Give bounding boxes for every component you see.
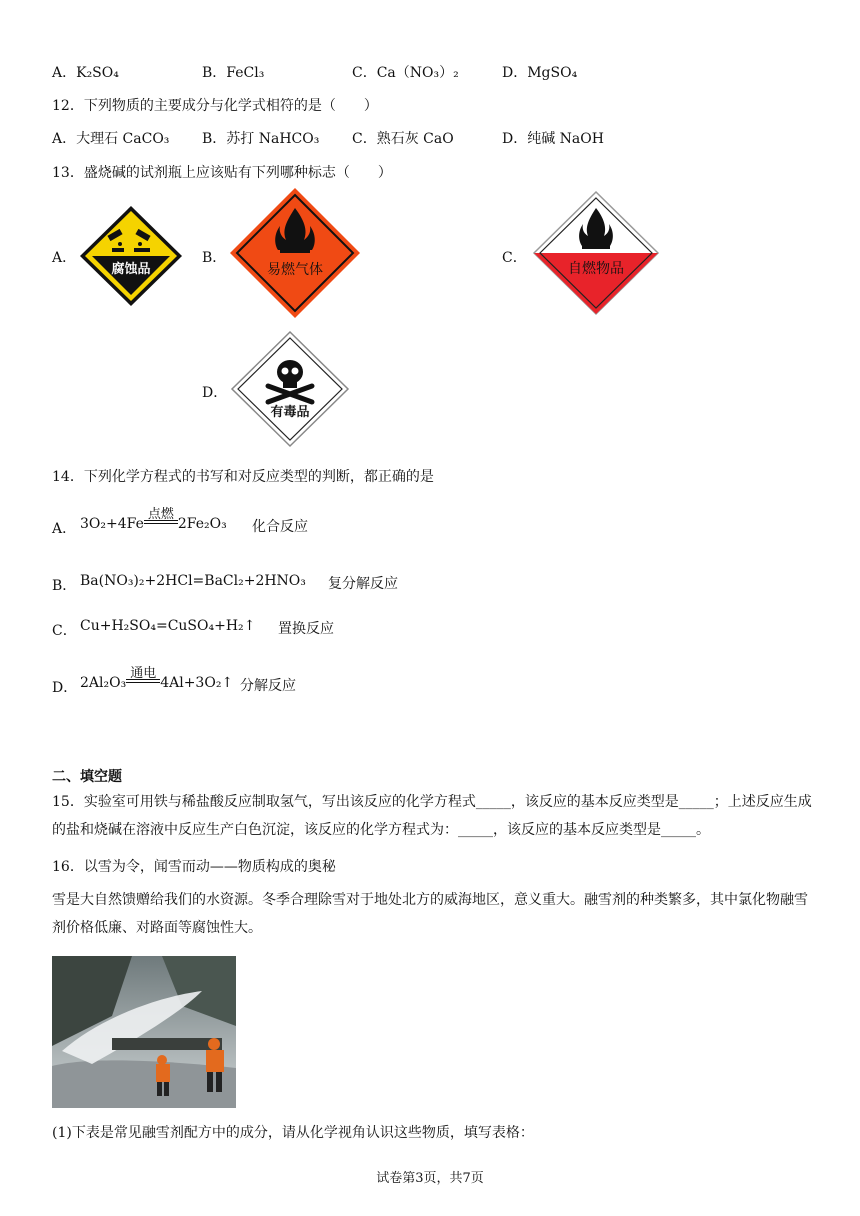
q12-stem: 12．下列物质的主要成分与化学式相符的是（ ） [52, 98, 378, 114]
q14-d-condition: 通电 [130, 666, 157, 681]
snow-clearing-photo [52, 956, 236, 1108]
q14-option-a-equation [80, 507, 227, 532]
q14-c-type: 置换反应 [278, 621, 334, 637]
q16-paragraph: 雪是大自然馈赠给我们的水资源。冬季合理除雪对于地处北方的威海地区，意义重大。融雪剂的种类繁多，其中氯化物融雪剂价格低廉、对路面等腐蚀性大。 [52, 892, 808, 936]
q12-option-b: B．苏打 NaHCO₃ [202, 131, 320, 147]
q14-a-type: 化合反应 [252, 519, 308, 535]
q11-option-d: D．MgSO₄ [502, 65, 578, 81]
sign-a-text: 腐蚀品 [111, 262, 151, 277]
q14-a-right: 2Fe₂O₃ [177, 516, 227, 532]
q13-label-a: A． [52, 250, 77, 266]
section-heading: 二、填空题 [52, 769, 122, 785]
q14-a-left: 3O₂+4Fe [80, 516, 144, 532]
q14-a-condition: 点燃 [147, 507, 174, 522]
q14-option-d-label: D． [52, 680, 78, 696]
flammable-gas-sign-icon [228, 186, 362, 320]
q12-option-a: A．大理石 CaCO₃ [52, 131, 170, 147]
q12-option-c: C．熟石灰 CaO [352, 131, 454, 147]
sign-d-text: 有毒品 [270, 405, 310, 420]
q14-stem: 14．下列化学方程式的书写和对反应类型的判断，都正确的是 [52, 469, 434, 485]
q14-option-d-equation [80, 666, 234, 691]
q14-option-b-label: B． [52, 578, 77, 594]
q11-option-a: A．K₂SO₄ [52, 65, 119, 81]
q13-stem: 13．盛烧碱的试剂瓶上应该贴有下列哪种标志（ ） [52, 165, 392, 181]
q13-label-b: B． [202, 250, 227, 266]
q14-c-equation: Cu+H₂SO₄=CuSO₄+H₂↑ [80, 618, 256, 634]
q11-option-c: C．Ca（NO₃）₂ [352, 65, 459, 81]
q14-option-c-label: C． [52, 623, 77, 639]
q14-b-type: 复分解反应 [328, 576, 398, 592]
q12-option-d: D．纯碱 NaOH [502, 131, 604, 147]
q14-b-equation: Ba(NO₃)₂+2HCl=BaCl₂+2HNO₃ [80, 573, 306, 589]
q13-label-d: D． [202, 385, 228, 401]
sign-c-text: 自燃物品 [568, 261, 624, 277]
q16-title: 16．以雪为令，闻雪而动——物质构成的奥秘 [52, 859, 336, 875]
spontaneous-combustion-sign-icon [530, 188, 662, 318]
corrosive-sign-icon [78, 204, 184, 308]
q11-option-b: B．FeCl₃ [202, 65, 265, 81]
q15-text: 15．实验室可用铁与稀盐酸反应制取氢气，写出该反应的化学方程式_____，该反应的基本反应类型是_____；上述反应生成的盐和烧碱在溶液中反应生产白色沉淀，该反应的化学方程式为：_____，该反应的基本反应类型是_____。 [52, 794, 812, 838]
q16-sub1: (1)下表是常见融雪剂配方中的成分，请从化学视角认识这些物质，填写表格： [52, 1125, 534, 1141]
q14-d-type: 分解反应 [240, 678, 296, 694]
page-footer: 试卷第3页，共7页 [376, 1171, 484, 1186]
q13-label-c: C． [502, 250, 527, 266]
toxic-sign-icon [230, 330, 350, 448]
q14-d-left: 2Al₂O₃ [80, 675, 127, 691]
q14-d-right: 4Al+3O₂↑ [160, 675, 234, 691]
sign-b-text: 易燃气体 [267, 262, 323, 278]
q14-option-a-label: A． [52, 521, 77, 537]
